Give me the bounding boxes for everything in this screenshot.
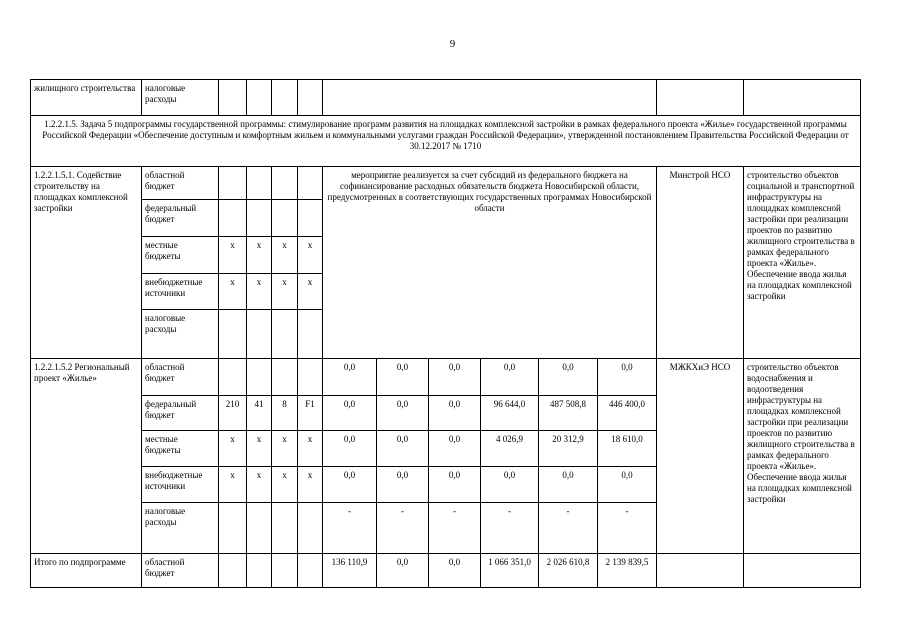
value-cell: 0,0 <box>539 467 598 503</box>
value-cell: - <box>377 503 429 554</box>
measure-name: 1.2.2.1.5.2 Региональный проект «Жилье» <box>31 359 142 554</box>
value-cell: - <box>598 503 657 554</box>
table-row: федеральный бюджет 210 41 8 F1 0,0 0,0 0,0 96 644,0 487 508,8 446 400,0 <box>31 396 861 431</box>
table-row <box>31 359 861 396</box>
value-cell: 0,0 <box>323 359 377 396</box>
source-cell: налоговые расходы <box>142 310 219 359</box>
total-value: 136 110,9 <box>323 554 377 588</box>
total-value: 1 066 351,0 <box>481 554 539 588</box>
result-cell: строительство объектов водоснабжения и водоотведения инфраструктуры на площадках комплексной застройки при реализации проектов по развитию жилищного строительства в рамках федерального проекта «Жилье». Обеспечение ввода жилья на площадках комплексной застройки <box>744 359 861 554</box>
value-cell: - <box>481 503 539 554</box>
value-cell: - <box>539 503 598 554</box>
source-cell: внебюджетные источники <box>142 467 219 503</box>
source-cell: областной бюджет <box>142 554 219 588</box>
executor-cell: МЖКХиЭ НСО <box>657 359 744 554</box>
source-cell: федеральный бюджет <box>142 200 219 237</box>
value-cell: 0,0 <box>429 431 481 467</box>
task-heading-row <box>31 116 861 167</box>
total-label: Итого по подпрограмме <box>31 554 142 588</box>
table-row: местные бюджеты x x x x <box>31 237 861 274</box>
value-cell: - <box>323 503 377 554</box>
total-value: 2 139 839,5 <box>598 554 657 588</box>
value-cell: 0,0 <box>481 467 539 503</box>
value-cell: 0,0 <box>539 359 598 396</box>
value-cell: 0,0 <box>429 359 481 396</box>
page-number: 9 <box>449 38 456 50</box>
value-cell: 0,0 <box>377 467 429 503</box>
source-cell: внебюджетные источники <box>142 274 219 310</box>
total-row <box>31 554 861 588</box>
result-cell: строительство объектов социальной и транспортной инфраструктуры на площадках комплексной застройки при реализации проектов по развитию жилищного строительства в рамках федерального проекта «Жилье». Обеспечение ввода жилья на площадках комплексной застройки <box>744 167 861 359</box>
total-value: 0,0 <box>429 554 481 588</box>
source-cell: налоговые расходы <box>142 503 219 554</box>
value-cell: 0,0 <box>598 467 657 503</box>
table-row: внебюджетные источники x x x x 0,0 0,0 0,0 0,0 0,0 0,0 <box>31 467 861 503</box>
value-cell: 18 610,0 <box>598 431 657 467</box>
table-row: внебюджетные источники x x x x <box>31 274 861 310</box>
value-cell: 0,0 <box>429 467 481 503</box>
value-cell: - <box>429 503 481 554</box>
source-cell: налоговые расходы <box>142 80 219 116</box>
table-row: местные бюджеты x x x x 0,0 0,0 0,0 4 026,9 20 312,9 18 610,0 <box>31 431 861 467</box>
source-cell: областной бюджет <box>142 359 219 396</box>
program-table <box>30 79 861 588</box>
value-cell: 0,0 <box>377 359 429 396</box>
value-cell: 0,0 <box>377 396 429 431</box>
row-name-cell: жилищного строительства <box>31 80 142 116</box>
task-heading: 1.2.2.1.5. Задача 5 подпрограммы государственной программы: стимулирование программ развития на площадках комплексной застройки в рамках федерального проекта «Жилье» государственной программы Российской Федерации «Обеспечение доступным и комфортным жильем и коммунальными услугами граждан Российской Федерации», утвержденной постановлением Правительства Российской Федерации от 30.12.2017 № 1710 <box>31 116 861 167</box>
source-cell: местные бюджеты <box>142 237 219 274</box>
executor-cell: Минстрой НСО <box>657 167 744 359</box>
value-cell: 0,0 <box>323 467 377 503</box>
measure-note: мероприятие реализуется за счет субсидий из федерального бюджета на софинансирование расходных обязательств бюджета Новосибирской области, предусмотренных в соответствующих государственных программах Новосибирской области <box>323 167 657 359</box>
value-cell: 446 400,0 <box>598 396 657 431</box>
table-row <box>31 80 861 116</box>
source-cell: местные бюджеты <box>142 431 219 467</box>
value-cell: 96 644,0 <box>481 396 539 431</box>
value-cell: 0,0 <box>481 359 539 396</box>
table-row <box>31 167 861 200</box>
value-cell: 0,0 <box>323 396 377 431</box>
value-cell: 0,0 <box>598 359 657 396</box>
value-cell: 20 312,9 <box>539 431 598 467</box>
total-value: 0,0 <box>377 554 429 588</box>
source-cell: федеральный бюджет <box>142 396 219 431</box>
total-value: 2 026 610,8 <box>539 554 598 588</box>
value-cell: 0,0 <box>323 431 377 467</box>
value-cell: 0,0 <box>429 396 481 431</box>
source-cell: областной бюджет <box>142 167 219 200</box>
value-cell: 0,0 <box>377 431 429 467</box>
measure-name: 1.2.2.1.5.1. Содействие строительству на площадках комплексной застройки <box>31 167 142 359</box>
value-cell: 4 026,9 <box>481 431 539 467</box>
value-cell: 487 508,8 <box>539 396 598 431</box>
